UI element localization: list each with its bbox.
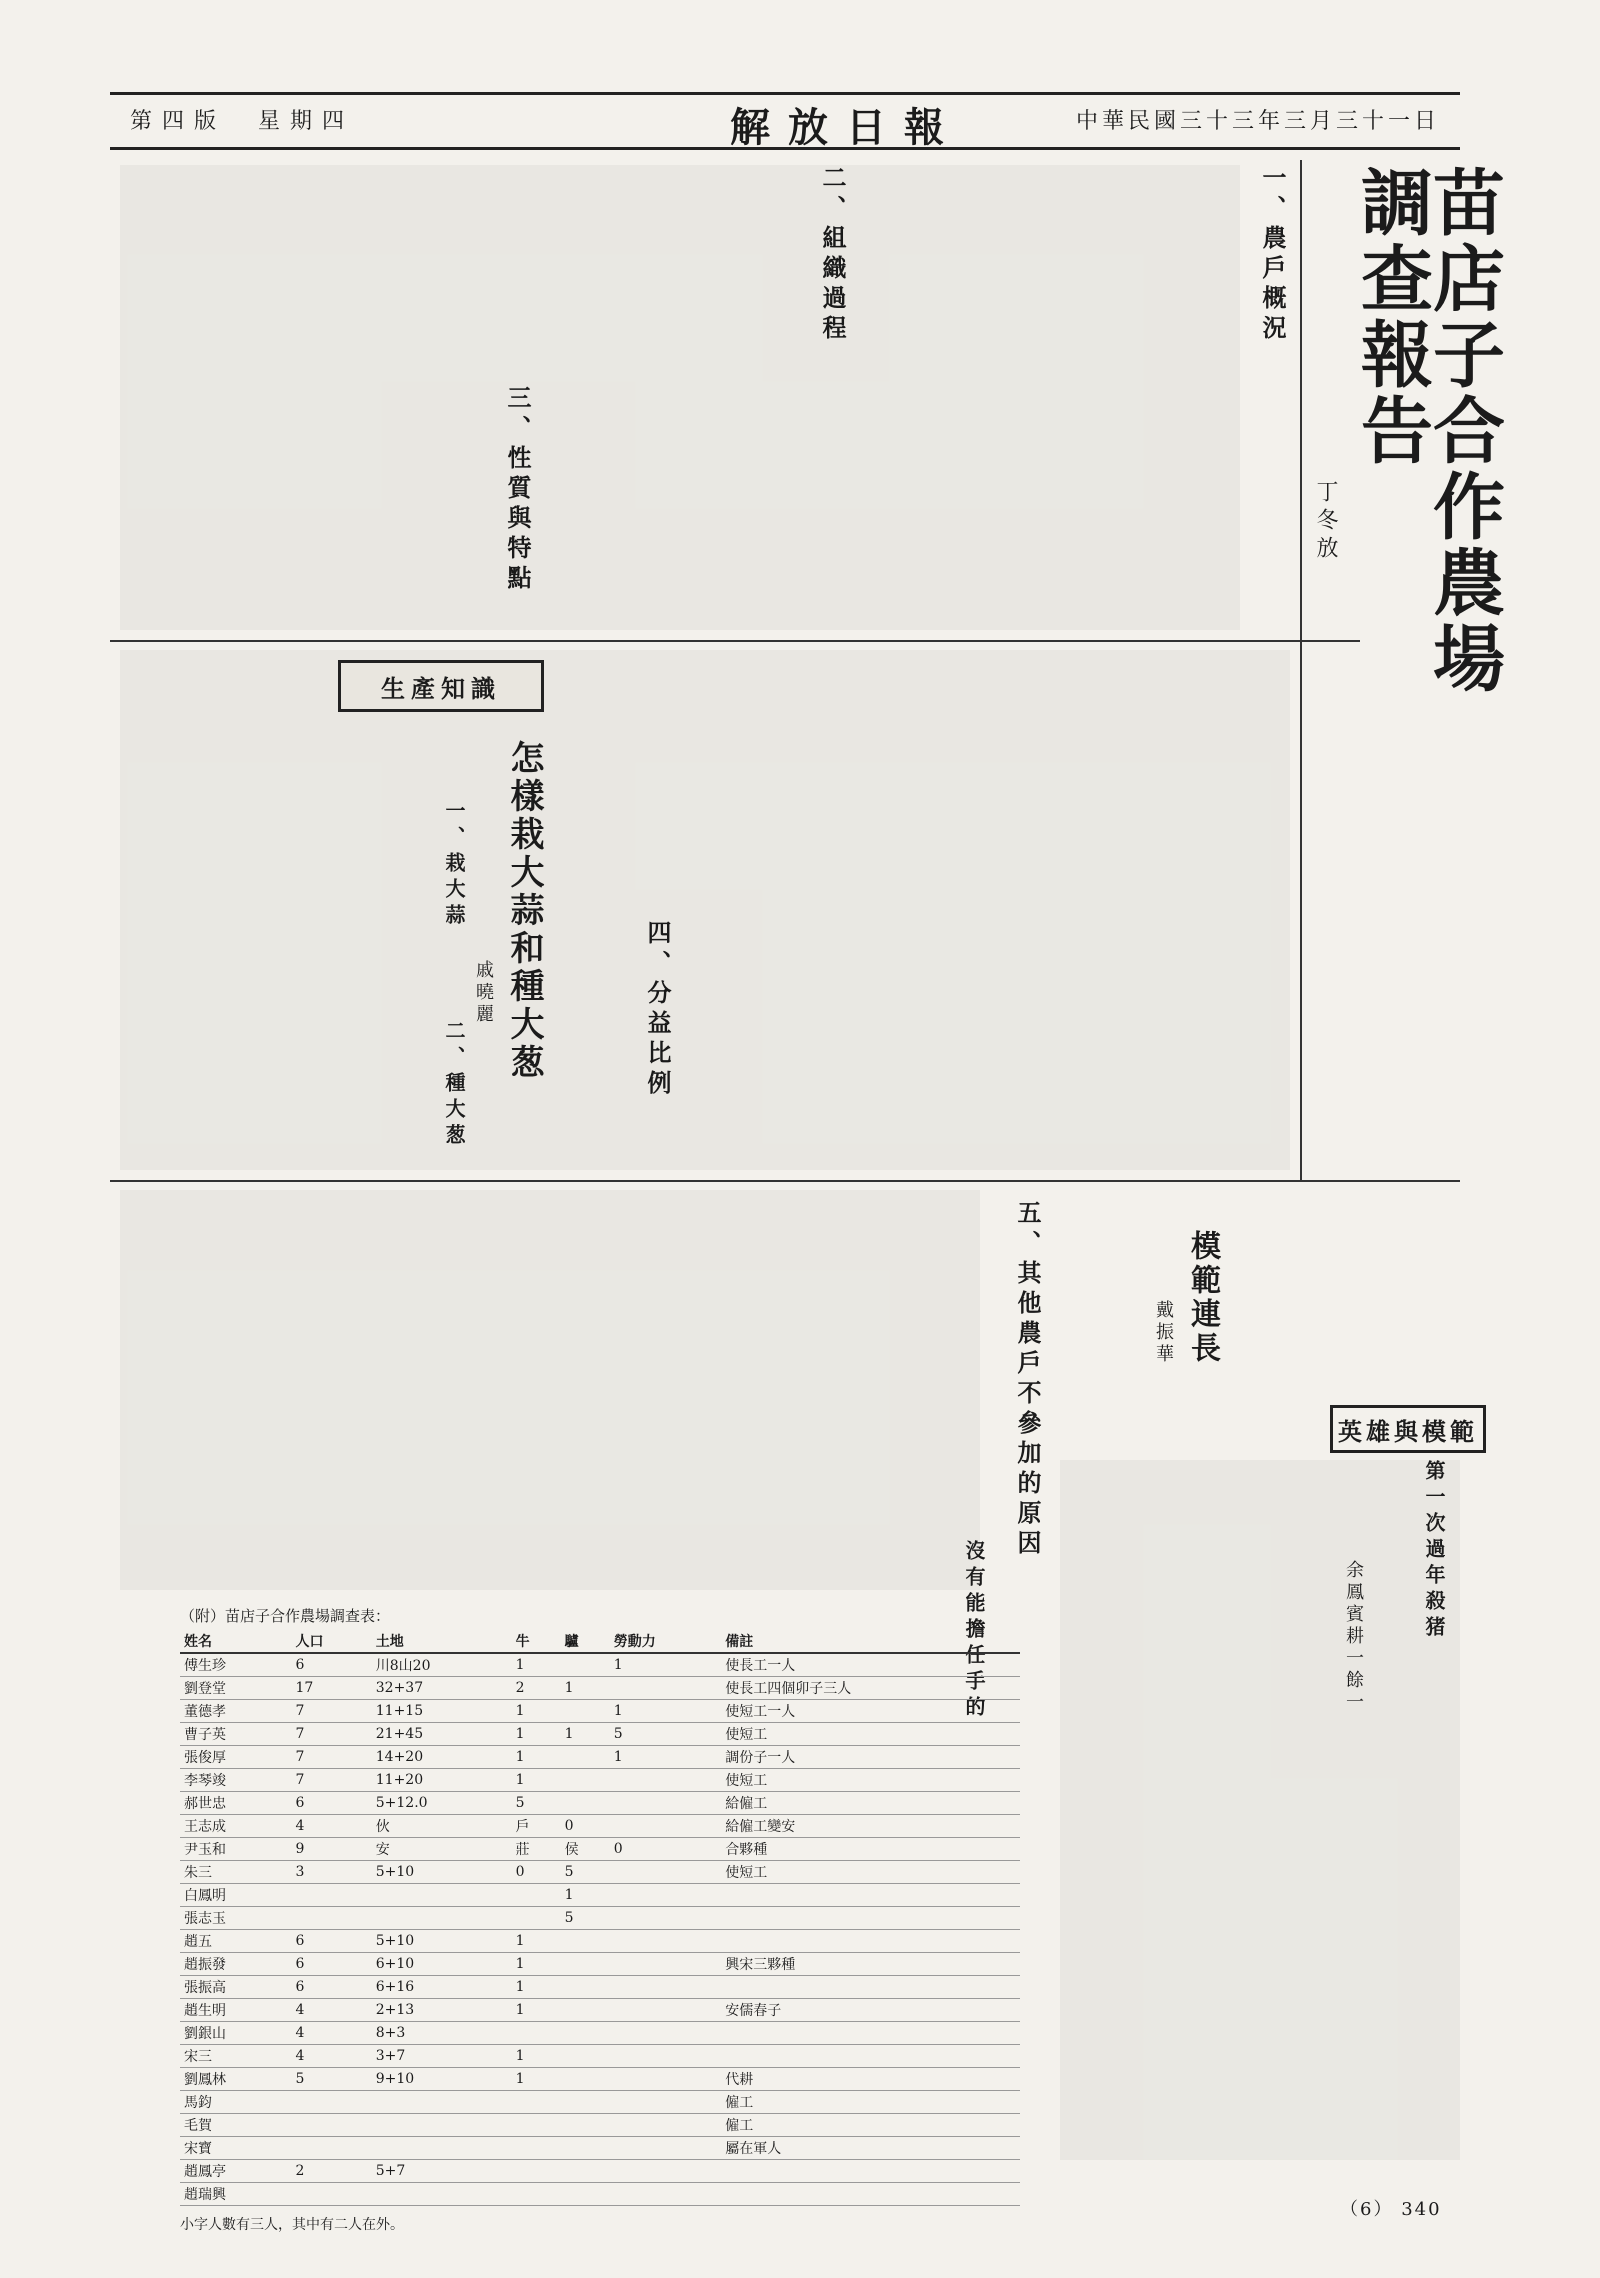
table-cell	[610, 1792, 721, 1815]
table-row	[180, 1723, 1020, 1746]
table-cell	[561, 1930, 610, 1953]
table-cell	[561, 2183, 610, 2206]
table-row	[180, 1815, 1020, 1838]
side-article-heading: 沒有能擔任手的	[962, 1540, 986, 1722]
survey-table	[180, 1605, 1020, 2234]
table-cell: 使短工	[721, 1861, 1020, 1884]
table-cell: 宋三	[180, 2045, 291, 2068]
table-row	[180, 1792, 1020, 1815]
column-rule	[110, 1180, 1460, 1182]
table-cell	[512, 2022, 561, 2045]
table-cell	[721, 2045, 1020, 2068]
section-heading: 一、農戶概況	[1258, 165, 1287, 345]
table-cell: 7	[291, 1700, 371, 1723]
table-cell: 董德孝	[180, 1700, 291, 1723]
table-cell: 2+13	[372, 1999, 512, 2022]
date-line: 中華民國三十三年三月三十一日	[1075, 109, 1440, 134]
table-row	[180, 1884, 1020, 1907]
table-cell: 6+16	[372, 1976, 512, 1999]
table-cell: 5+12.0	[372, 1792, 512, 1815]
side-article-author: 戚曉麗	[473, 960, 494, 1026]
table-row	[180, 1907, 1020, 1930]
table-cell	[372, 1884, 512, 1907]
table-cell	[610, 1907, 721, 1930]
table-cell	[512, 2114, 561, 2137]
section-banner: 英雄與模範	[1330, 1405, 1486, 1453]
table-cell	[610, 1769, 721, 1792]
table-cell: 6	[291, 1930, 371, 1953]
table-cell: 1	[512, 1999, 561, 2022]
table-cell	[512, 1884, 561, 1907]
table-cell: 給僱工	[721, 1792, 1020, 1815]
table-row	[180, 1653, 1020, 1677]
table-cell: 戶	[512, 1815, 561, 1838]
table-row	[180, 2183, 1020, 2206]
table-cell: 2	[291, 2160, 371, 2183]
table-cell: 1	[512, 1953, 561, 1976]
table-header-cell: 備註	[721, 1630, 1020, 1653]
table-cell	[291, 2091, 371, 2114]
table-cell: 0	[512, 1861, 561, 1884]
table-cell: 6	[291, 1653, 371, 1677]
table-cell: 1	[561, 1677, 610, 1700]
table-cell: 7	[291, 1769, 371, 1792]
table-cell: 使長工一人	[721, 1653, 1020, 1677]
table-cell	[561, 2068, 610, 2091]
table-cell	[721, 1976, 1020, 1999]
table-cell: 1	[561, 1884, 610, 1907]
table-cell	[561, 2160, 610, 2183]
table-cell	[721, 2160, 1020, 2183]
table-cell: 伙	[372, 1815, 512, 1838]
table-header-cell: 姓名	[180, 1630, 291, 1653]
table-row	[180, 1700, 1020, 1723]
table-cell: 5	[561, 1861, 610, 1884]
side-article-heading: 第一次過年殺猪	[1422, 1460, 1446, 1642]
table-caption: （附）苗店子合作農場調查表：	[180, 1607, 391, 1625]
table-cell: 5	[512, 1792, 561, 1815]
table-cell: 11+20	[372, 1769, 512, 1792]
table-cell	[610, 2022, 721, 2045]
table-row	[180, 1746, 1020, 1769]
table-cell: 趙五	[180, 1930, 291, 1953]
body-text-block	[120, 1190, 980, 1590]
table-cell	[512, 2160, 561, 2183]
table-header-cell: 勞動力	[610, 1630, 721, 1653]
section-banner: 生產知識	[338, 660, 544, 712]
table-cell	[610, 2091, 721, 2114]
table-cell	[561, 2091, 610, 2114]
table-cell: 給僱工變安	[721, 1815, 1020, 1838]
page-label: 第四版 星期四	[130, 109, 355, 134]
table-cell: 王志成	[180, 1815, 291, 1838]
table-cell: 21+45	[372, 1723, 512, 1746]
table-row	[180, 2022, 1020, 2045]
table-cell: 趙鳳亭	[180, 2160, 291, 2183]
table-cell	[372, 1907, 512, 1930]
page-marker: （6）	[1340, 2199, 1394, 2220]
table-cell: 9+10	[372, 2068, 512, 2091]
table-cell: 7	[291, 1746, 371, 1769]
section-heading: 二、組織過程	[818, 165, 847, 345]
table-cell: 5+10	[372, 1861, 512, 1884]
table-row	[180, 1838, 1020, 1861]
table-cell: 郝世忠	[180, 1792, 291, 1815]
table-row	[180, 1999, 1020, 2022]
table-cell	[561, 1953, 610, 1976]
table-cell	[561, 2114, 610, 2137]
section-heading: 四、分益比例	[643, 920, 672, 1100]
side-article-author: 余鳳賓耕一餘一	[1343, 1560, 1364, 1714]
table-cell: 趙瑞興	[180, 2183, 291, 2206]
table-header-row	[180, 1630, 1020, 1653]
table-row	[180, 1953, 1020, 1976]
table-cell: 屬在軍人	[721, 2137, 1020, 2160]
table-cell: 使短工	[721, 1723, 1020, 1746]
table-cell: 1	[512, 1769, 561, 1792]
table-cell: 曹子英	[180, 1723, 291, 1746]
table-cell	[512, 2091, 561, 2114]
table-cell: 趙生明	[180, 1999, 291, 2022]
paper-name: 解放日報	[730, 104, 962, 151]
body-text-block	[1060, 1460, 1460, 2160]
table-cell: 6	[291, 1792, 371, 1815]
table-cell: 劉鳳林	[180, 2068, 291, 2091]
masthead-top-rule	[110, 92, 1460, 95]
table-cell	[512, 2183, 561, 2206]
table-cell: 李琴竣	[180, 1769, 291, 1792]
table-cell	[561, 1976, 610, 1999]
table-cell: 6	[291, 1976, 371, 1999]
table-cell: 5+10	[372, 1930, 512, 1953]
table-cell: 4	[291, 2022, 371, 2045]
table-cell: 劉登堂	[180, 1677, 291, 1700]
column-divider	[1300, 160, 1302, 1180]
table-cell	[291, 2183, 371, 2206]
table-cell: 僱工	[721, 2091, 1020, 2114]
table-row	[180, 1930, 1020, 1953]
table-cell	[721, 1884, 1020, 1907]
masthead	[110, 92, 1460, 150]
table-cell: 白鳳明	[180, 1884, 291, 1907]
table-cell	[610, 1930, 721, 1953]
table-cell: 使短工一人	[721, 1700, 1020, 1723]
table-cell: 使短工	[721, 1769, 1020, 1792]
table-row	[180, 2137, 1020, 2160]
table-cell	[372, 2137, 512, 2160]
table-cell: 張振高	[180, 1976, 291, 1999]
table-cell: 7	[291, 1723, 371, 1746]
table-row	[180, 2091, 1020, 2114]
table-cell	[721, 2183, 1020, 2206]
table-cell: 0	[561, 1815, 610, 1838]
table-cell	[372, 2114, 512, 2137]
table-cell: 4	[291, 2045, 371, 2068]
table-body	[180, 1653, 1020, 2206]
table-cell	[291, 2137, 371, 2160]
table-cell	[561, 2022, 610, 2045]
table-cell	[610, 2183, 721, 2206]
table-cell: 1	[512, 1700, 561, 1723]
side-article-heading: 二、種大葱	[442, 1020, 466, 1150]
table-cell	[610, 1677, 721, 1700]
table-cell: 1	[610, 1700, 721, 1723]
table-row	[180, 2160, 1020, 2183]
table-cell: 使長工四個卯子三人	[721, 1677, 1020, 1700]
table-cell	[610, 2045, 721, 2068]
table-cell: 安儒春子	[721, 1999, 1020, 2022]
table-row	[180, 1677, 1020, 1700]
body-text-block	[120, 650, 1290, 1170]
table-cell	[610, 1953, 721, 1976]
table-cell: 張志玉	[180, 1907, 291, 1930]
table-cell: 合夥種	[721, 1838, 1020, 1861]
table-cell: 毛賀	[180, 2114, 291, 2137]
table-cell: 2	[512, 1677, 561, 1700]
table-row	[180, 2068, 1020, 2091]
table-cell	[721, 1907, 1020, 1930]
table-cell: 僱工	[721, 2114, 1020, 2137]
article-author: 丁冬放	[1313, 480, 1338, 564]
table-cell	[610, 2137, 721, 2160]
table-cell	[561, 1769, 610, 1792]
table-cell	[610, 1861, 721, 1884]
table-cell	[512, 2137, 561, 2160]
table-cell	[610, 1999, 721, 2022]
page-number: 340	[1401, 2199, 1442, 2220]
table-cell	[561, 2045, 610, 2068]
table-cell: 11+15	[372, 1700, 512, 1723]
table-row	[180, 2045, 1020, 2068]
table-cell	[610, 2160, 721, 2183]
table-cell: 朱三	[180, 1861, 291, 1884]
section-heading: 三、性質與特點	[503, 385, 532, 595]
table-cell: 1	[512, 1723, 561, 1746]
table-cell: 安	[372, 1838, 512, 1861]
table-cell: 5+7	[372, 2160, 512, 2183]
table-cell: 趙振發	[180, 1953, 291, 1976]
table-cell: 8+3	[372, 2022, 512, 2045]
table-cell	[372, 2183, 512, 2206]
side-article-heading: 一、栽大蒜	[442, 800, 466, 930]
side-article-title: 怎樣栽大蒜和種大葱	[504, 740, 544, 1082]
table-cell: 1	[610, 1653, 721, 1677]
page-footer	[1340, 2195, 1442, 2221]
table-cell	[291, 1884, 371, 1907]
table-row	[180, 1769, 1020, 1792]
side-article-title: 模範連長	[1185, 1230, 1220, 1366]
table	[180, 1630, 1020, 2206]
table-cell: 5	[291, 2068, 371, 2091]
table-cell	[291, 1907, 371, 1930]
table-cell: 尹玉和	[180, 1838, 291, 1861]
table-cell: 3+7	[372, 2045, 512, 2068]
table-header-cell: 牛	[512, 1630, 561, 1653]
table-cell: 1	[512, 1746, 561, 1769]
table-cell: 32+37	[372, 1677, 512, 1700]
table-cell: 侯	[561, 1838, 610, 1861]
table-cell	[561, 1700, 610, 1723]
table-cell: 傅生珍	[180, 1653, 291, 1677]
table-cell	[561, 1746, 610, 1769]
table-cell	[512, 1907, 561, 1930]
table-cell: 1	[512, 1653, 561, 1677]
table-cell	[561, 1999, 610, 2022]
table-cell: 代耕	[721, 2068, 1020, 2091]
table-cell: 川8山20	[372, 1653, 512, 1677]
table-cell	[372, 2091, 512, 2114]
table-cell: 17	[291, 1677, 371, 1700]
table-cell: 1	[512, 2045, 561, 2068]
column-rule	[110, 640, 1360, 642]
table-cell: 5	[561, 1907, 610, 1930]
table-header-cell: 人口	[291, 1630, 371, 1653]
table-cell	[610, 1976, 721, 1999]
table-cell: 4	[291, 1999, 371, 2022]
table-cell: 調份子一人	[721, 1746, 1020, 1769]
table-note: 小字人數有三人，其中有二人在外。	[180, 2217, 404, 2233]
side-article-author: 戴振華	[1153, 1300, 1174, 1366]
table-cell	[291, 2114, 371, 2137]
table-header-cell: 土地	[372, 1630, 512, 1653]
section-heading: 五、其他農戶不參加的原因	[1013, 1200, 1042, 1560]
table-cell	[561, 1653, 610, 1677]
table-cell	[610, 1815, 721, 1838]
table-cell: 宋寶	[180, 2137, 291, 2160]
table-cell: 1	[512, 1930, 561, 1953]
table-cell: 張俊厚	[180, 1746, 291, 1769]
table-cell	[610, 2114, 721, 2137]
table-cell: 6	[291, 1953, 371, 1976]
table-cell	[721, 1930, 1020, 1953]
table-cell: 1	[512, 1976, 561, 1999]
table-cell: 0	[610, 1838, 721, 1861]
table-cell: 興宋三夥種	[721, 1953, 1020, 1976]
table-cell: 9	[291, 1838, 371, 1861]
table-cell	[610, 1884, 721, 1907]
table-header-cell: 驢	[561, 1630, 610, 1653]
article-title: 苗店子合作農場調查報告	[1349, 165, 1505, 697]
table-cell	[561, 1792, 610, 1815]
table-cell	[561, 2137, 610, 2160]
table-cell: 劉銀山	[180, 2022, 291, 2045]
table-cell: 14+20	[372, 1746, 512, 1769]
body-text-block	[120, 165, 1240, 630]
table-row	[180, 2114, 1020, 2137]
table-cell: 1	[512, 2068, 561, 2091]
table-row	[180, 1976, 1020, 1999]
table-cell: 1	[610, 1746, 721, 1769]
table-cell: 4	[291, 1815, 371, 1838]
table-cell: 5	[610, 1723, 721, 1746]
table-cell	[610, 2068, 721, 2091]
table-cell: 1	[561, 1723, 610, 1746]
table-row	[180, 1861, 1020, 1884]
table-cell: 莊	[512, 1838, 561, 1861]
table-cell: 6+10	[372, 1953, 512, 1976]
table-cell: 3	[291, 1861, 371, 1884]
table-cell	[721, 2022, 1020, 2045]
table-cell: 馬鈞	[180, 2091, 291, 2114]
